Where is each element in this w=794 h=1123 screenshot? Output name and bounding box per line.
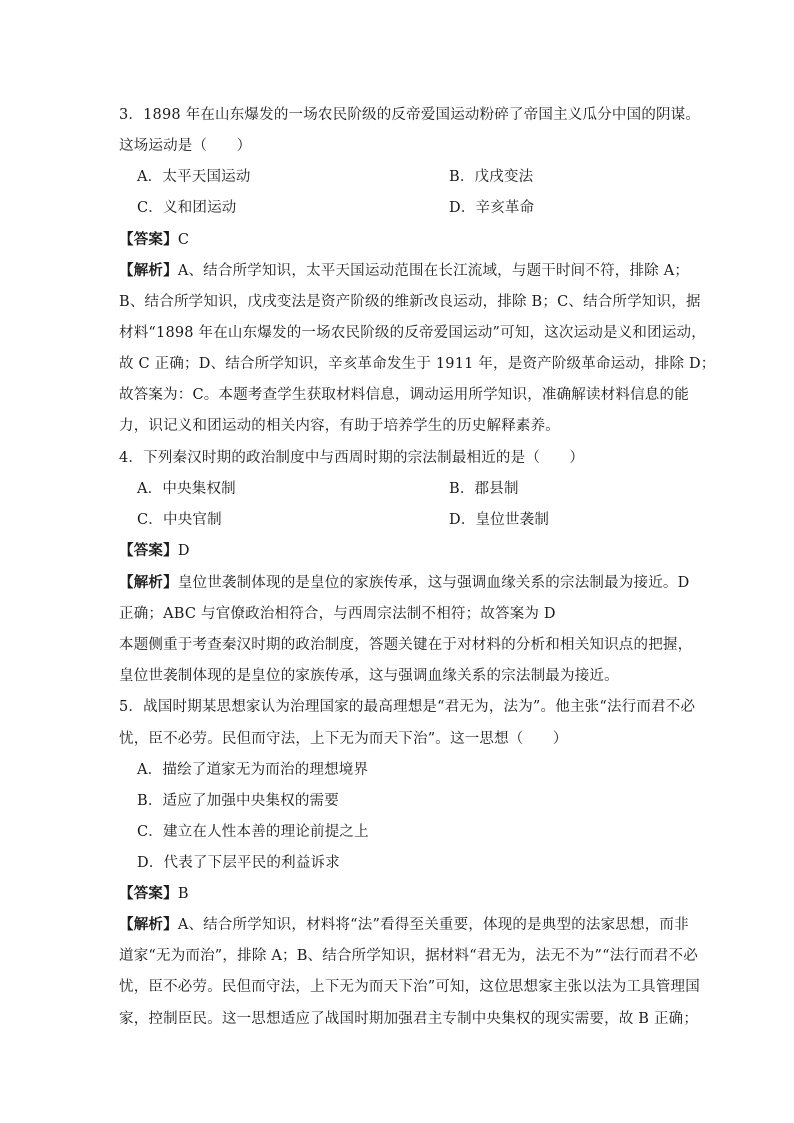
question-3-analysis-line-1 (119, 259, 689, 280)
question-5-answer (119, 882, 189, 903)
question-3-stem-line-2: 这场运动是（ ） (119, 138, 252, 154)
analysis-text: A、结合所学知识，太平天国运动范围在长江流域，与题干时间不符，排除 A； (177, 263, 690, 279)
question-4-option-d: D．皇位世袭制 (449, 512, 550, 528)
question-4-option-b: B．郡县制 (449, 481, 519, 497)
question-3-analysis-line-5: 故答案为：C。本题考查学生获取材料信息，调动运用所学知识，准确解读材料信息的能 (119, 387, 689, 403)
answer-label: 【答案】 (119, 542, 178, 559)
question-4-answer (119, 539, 190, 560)
analysis-text: 皇位世袭制体现的是皇位的家族传承，这与强调血缘关系的宗法制最为接近。D (177, 575, 690, 591)
answer-label: 【答案】 (119, 885, 178, 902)
question-3-option-a: A．太平天国运动 (137, 169, 251, 185)
question-4-option-a: A．中央集权制 (137, 481, 236, 497)
question-3-option-b: B．戊戌变法 (449, 169, 534, 185)
question-4-analysis-line-4: 皇位世袭制体现的是皇位的家族传承，这与强调血缘关系的宗法制最为接近。 (119, 668, 619, 684)
question-3-option-d: D．辛亥革命 (449, 200, 535, 216)
question-5-option-c: C．建立在人性本善的理论前提之上 (137, 824, 369, 840)
question-5-analysis-line-4: 家，控制臣民。这一思想适应了战国时期加强君主专制中央集权的现实需要，故 B 正确； (119, 1011, 699, 1027)
question-4-analysis-line-2: 正确；ABC 与官僚政治相符合，与西周宗法制不相符；故答案为 D (119, 606, 556, 622)
question-3-analysis-line-2: B、结合所学知识，戊戌变法是资产阶级的维新改良运动，排除 B；C、结合所学知识，据 (119, 294, 701, 310)
question-5-analysis-line-1 (119, 913, 689, 934)
question-5-option-b: B．适应了加强中央集权的需要 (137, 793, 339, 809)
analysis-label: 【解析】 (119, 916, 178, 933)
question-5-stem-line-1: 5．战国时期某思想家认为治理国家的最高理想是“君无为，法为”。他主张“法行而君不必 (119, 699, 696, 715)
question-3-analysis-line-6: 力，识记义和团运动的相关内容，有助于培养学生的历史解释素养。 (119, 418, 560, 434)
answer-value: B (177, 886, 189, 902)
analysis-text: A、结合所学知识，材料将“法”看得至关重要，体现的是典型的法家思想，而非 (177, 917, 689, 933)
question-3-stem-line-1: 3．1898 年在山东爆发的一场农民阶级的反帝爱国运动粉碎了帝国主义瓜分中国的阴谋。 (119, 107, 701, 123)
question-3-answer (119, 228, 189, 249)
question-4-stem-line-1: 4．下列秦汉时期的政治制度中与西周时期的宗法制最相近的是（ ） (119, 450, 585, 466)
question-3-analysis-line-3: 材料“1898 年在山东爆发的一场农民阶级的反帝爱国运动”可知，这次运动是义和团运动， (119, 325, 706, 341)
question-5-stem-line-2: 忧，臣不必劳。民但而守法，上下无为而天下治”。这一思想（ ） (119, 731, 568, 747)
question-3-analysis-line-4: 故 C 正确；D、结合所学知识，辛亥革命发生于 1911 年，是资产阶级革命运动，排除 D； (119, 356, 716, 372)
analysis-label: 【解析】 (119, 262, 178, 279)
question-4-option-c: C．中央官制 (137, 512, 222, 528)
answer-value: C (177, 232, 190, 248)
analysis-label: 【解析】 (119, 574, 178, 591)
question-4-analysis-line-3: 本题侧重于考查秦汉时期的政治制度，答题关键在于对材料的分析和相关知识点的把握， (119, 637, 693, 653)
question-4-analysis-line-1 (119, 571, 689, 592)
question-5-analysis-line-3: 忧，臣不必劳。民但而守法，上下无为而天下治”可知，这位思想家主张以法为工具管理国 (119, 979, 700, 995)
question-5-analysis-line-2: 道家“无为而治”，排除 A；B、结合所学知识，据材料“君无为，法无不为”“法行而君不必 (119, 948, 698, 964)
question-5-option-a: A．描绘了道家无为而治的理想境界 (137, 762, 369, 778)
question-5-option-d: D．代表了下层平民的利益诉求 (137, 855, 340, 871)
question-3-option-c: C．义和团运动 (137, 200, 237, 216)
answer-value: D (177, 543, 190, 559)
answer-label: 【答案】 (119, 231, 178, 248)
